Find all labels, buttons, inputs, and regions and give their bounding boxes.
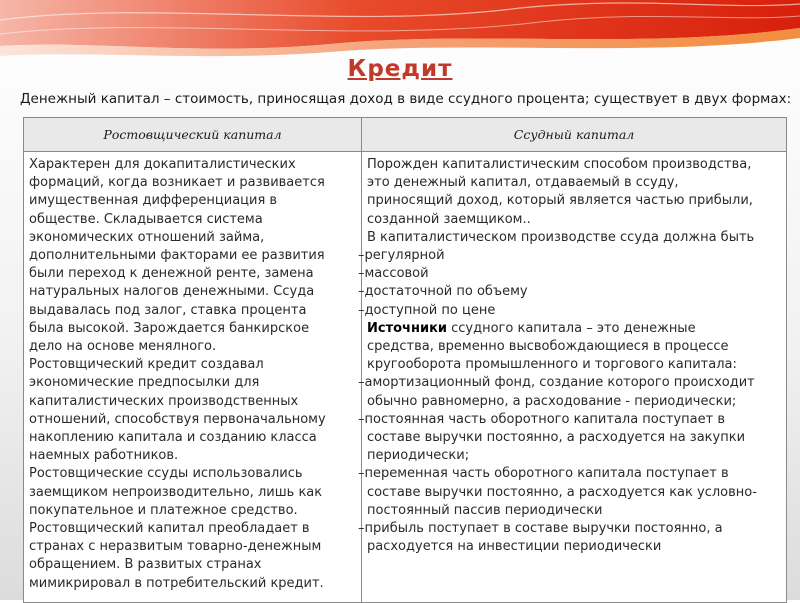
loan-text-line — [358, 265, 781, 283]
comparison-table — [23, 117, 787, 603]
loan-text: ссудного капитала – это денежные — [447, 320, 696, 336]
loan-text-line — [367, 356, 781, 374]
loan-capital-description — [358, 152, 787, 603]
loan-text: это денежный капитал, отдаваемый в ссуду, — [367, 175, 679, 191]
loan-text: –достаточной по объему — [358, 284, 528, 300]
loan-text: постоянный пассив периодически — [367, 502, 603, 518]
loan-text-line — [367, 229, 781, 247]
loan-text-line — [367, 393, 781, 411]
usury-text-line: дополнительными факторами ее развития — [29, 248, 325, 264]
table-body-row — [24, 152, 787, 603]
usury-text-line: экономические предпосылки для — [29, 375, 260, 391]
loan-text-line — [358, 520, 781, 538]
loan-text-line — [358, 411, 781, 429]
usury-text-line: Характерен для докапиталистических — [29, 157, 296, 172]
loan-text-line — [358, 302, 781, 320]
sources-keyword: Источники — [367, 320, 447, 336]
loan-text: кругооборота промышленного и торгового капитала: — [367, 357, 737, 373]
usury-text-line: странах с неразвитым товарно-денежным — [29, 539, 322, 555]
usury-text-line: дело на основе менялного. — [29, 339, 217, 355]
loan-text-line — [367, 156, 781, 174]
header-loan-capital: Ссудный капитал — [362, 118, 787, 152]
loan-text-line — [358, 374, 781, 392]
usury-text-line: формаций, когда возникает и развивается — [29, 175, 325, 191]
loan-text-line — [367, 447, 781, 465]
loan-text-line — [358, 465, 781, 483]
loan-text: обычно равномерно, а расходование - периодически; — [367, 393, 737, 409]
loan-text-line — [367, 211, 781, 229]
loan-text-line — [367, 174, 781, 192]
usury-text-line: имущественная дифференциация в — [29, 193, 278, 209]
loan-text: приносящий доход, который является частью прибыли, — [367, 193, 753, 209]
loan-text-line — [367, 192, 781, 210]
usury-text-line: капиталистических производственных — [29, 393, 299, 409]
usury-text-line: были переход к денежной ренте, замена — [29, 266, 314, 282]
usury-text-line: обществе. Складывается система — [29, 211, 263, 227]
table-header-row — [24, 118, 787, 152]
loan-text: –доступной по цене — [358, 302, 496, 318]
slide-subtitle: Денежный капитал – стоимость, приносящая доход в виде ссудного процента; существует в двух формах: — [20, 91, 792, 107]
usury-text-line: накоплению капитала и созданию класса — [29, 430, 317, 446]
usury-capital-description — [24, 152, 362, 603]
loan-text: расходуется на инвестиции периодически — [367, 539, 662, 555]
loan-text: периодически; — [367, 448, 470, 464]
usury-text-line: отношений, способствуя первоначальному — [29, 411, 326, 427]
usury-text-line: наемных работников. — [29, 448, 179, 464]
loan-text: созданной заемщиком.. — [367, 211, 531, 227]
loan-text: В капиталистическом производстве ссуда должна быть — [367, 229, 755, 245]
loan-text-line — [367, 538, 781, 556]
loan-text: средства, временно высвобождающиеся в процессе — [367, 339, 729, 355]
slide-title: Кредит — [347, 56, 453, 82]
usury-text-line: заемщиком непроизводительно, лишь как — [29, 484, 323, 500]
usury-text-line: выдавалась под залог, ставка процента — [29, 302, 307, 318]
usury-text-line: натуральных налогов денежными. Ссуда — [29, 284, 315, 300]
loan-text: –массовой — [358, 266, 429, 282]
loan-text-line — [367, 484, 781, 502]
loan-text: –прибыль поступает в составе выручки постоянно, а — [358, 521, 723, 537]
loan-text: составе выручки постоянно, а расходуется на закупки — [367, 430, 746, 446]
loan-text: –постоянная часть оборотного капитала поступает в — [358, 411, 726, 427]
loan-text-line — [367, 429, 781, 447]
usury-text-line: экономических отношений займа, — [29, 229, 265, 245]
loan-text: –переменная часть оборотного капитала поступает в — [358, 466, 729, 482]
usury-text-line: была высокой. Зарождается банкирское — [29, 320, 310, 336]
loan-text-line — [367, 320, 781, 338]
loan-text-line — [358, 283, 781, 301]
loan-text: –регулярной — [358, 248, 445, 264]
loan-text-line — [358, 247, 781, 265]
usury-text-line: обращением. В развитых странах — [29, 557, 262, 573]
usury-text-line: Ростовщический капитал преобладает в — [29, 521, 310, 537]
loan-text-line — [367, 502, 781, 520]
loan-text-line — [367, 338, 781, 356]
usury-text-line: мимикрировал в потребительский кредит. — [29, 575, 324, 591]
usury-text-line: покупательное и платежное средство. — [29, 502, 298, 518]
usury-text-line: Ростовщические ссуды использовались — [29, 466, 303, 482]
header-usury-capital: Ростовщический капитал — [24, 118, 362, 152]
loan-text: составе выручки постоянно, а расходуется как условно- — [367, 484, 757, 500]
loan-text: Порожден капиталистическим способом производства, — [367, 157, 752, 172]
loan-text: –амортизационный фонд, создание которого происходит — [358, 375, 755, 391]
usury-text-line: Ростовщический кредит создавал — [29, 357, 264, 373]
